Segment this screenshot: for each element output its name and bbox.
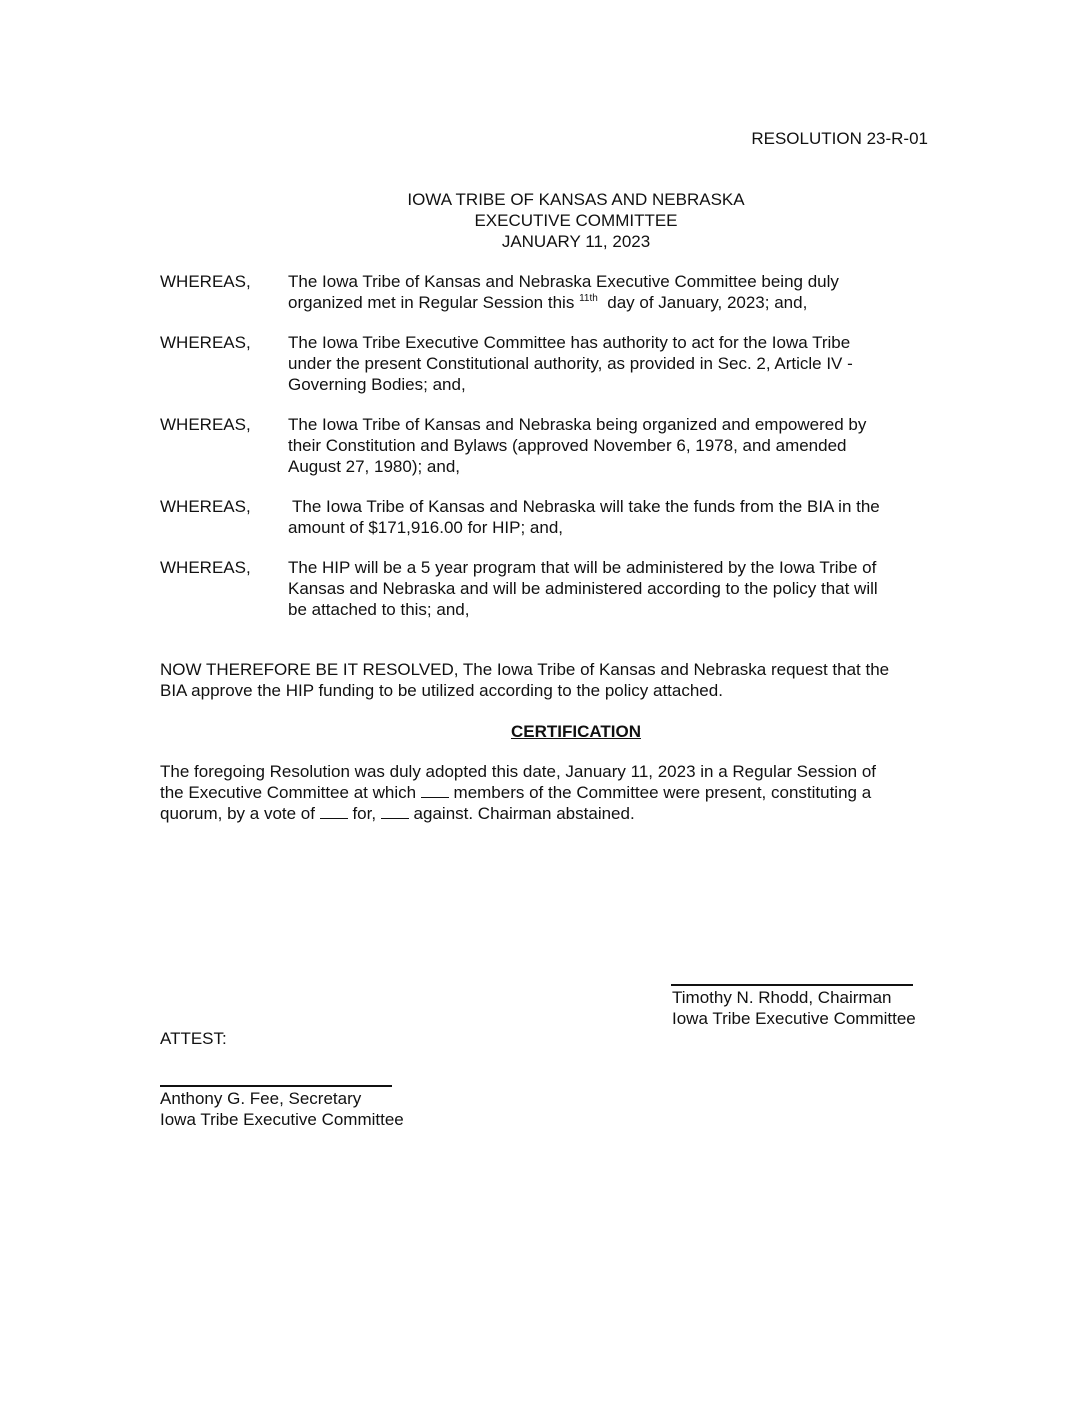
clause-line: Governing Bodies; and, — [288, 375, 466, 394]
cert-text: the Executive Committee at which — [160, 783, 417, 802]
certification-paragraph — [160, 761, 950, 824]
cert-line: The foregoing Resolution was duly adopted this date, January 11, 2023 in a Regular Session of — [160, 762, 877, 781]
cert-text: for, — [352, 804, 377, 823]
clause-line: be attached to this; and, — [288, 600, 470, 619]
header-date: JANUARY 11, 2023 — [501, 232, 651, 251]
whereas-label: WHEREAS, — [160, 497, 251, 516]
cert-text: against. Chairman abstained. — [413, 804, 635, 823]
clause-line: The Iowa Tribe of Kansas and Nebraska being organized and empowered by — [288, 415, 867, 434]
header-committee: EXECUTIVE COMMITTEE — [474, 211, 678, 230]
whereas-label: WHEREAS, — [160, 415, 251, 434]
chairman-name: Timothy N. Rhodd, Chairman — [672, 988, 892, 1007]
clause-text: organized met in Regular Session this — [288, 293, 575, 312]
clause-line: amount of $171,916.00 for HIP; and, — [288, 518, 564, 537]
clause-line: under the present Constitutional authority, as provided in Sec. 2, Article IV - — [288, 354, 853, 373]
cert-text: members of the Committee were present, constituting a — [453, 783, 872, 802]
clause-text: day of January, 2023; and, — [607, 293, 808, 312]
secretary-name: Anthony G. Fee, Secretary — [160, 1089, 362, 1108]
cert-line — [160, 803, 950, 824]
clause-line: The Iowa Tribe of Kansas and Nebraska Executive Committee being duly — [288, 272, 839, 291]
clause-line: their Constitution and Bylaws (approved November 6, 1978, and amended — [288, 436, 847, 455]
secretary-org: Iowa Tribe Executive Committee — [160, 1110, 404, 1129]
whereas-clause-1 — [288, 271, 928, 313]
whereas-clause-3 — [288, 414, 928, 477]
clause-line: The Iowa Tribe Executive Committee has authority to act for the Iowa Tribe — [288, 333, 851, 352]
whereas-label: WHEREAS, — [160, 558, 251, 577]
attest-label: ATTEST: — [160, 1029, 227, 1048]
clause-line — [288, 292, 928, 313]
whereas-label: WHEREAS, — [160, 272, 251, 291]
resolved-line: NOW THEREFORE BE IT RESOLVED, The Iowa Tribe of Kansas and Nebraska request that the — [160, 660, 890, 679]
clause-line: The Iowa Tribe of Kansas and Nebraska will take the funds from the BIA in the — [292, 497, 880, 516]
clause-line: Kansas and Nebraska and will be administered according to the policy that will — [288, 579, 878, 598]
resolved-paragraph — [160, 659, 940, 701]
whereas-clause-4 — [288, 496, 928, 538]
resolved-line: BIA approve the HIP funding to be utilized according to the policy attached. — [160, 681, 723, 700]
ordinal-superscript: 11th — [579, 293, 598, 304]
chairman-signature-line — [671, 984, 913, 986]
cert-line — [160, 782, 950, 803]
header-tribe-name: IOWA TRIBE OF KANSAS AND NEBRASKA — [407, 190, 745, 209]
whereas-clause-2 — [288, 332, 928, 395]
for-votes-blank — [320, 806, 348, 819]
cert-text: quorum, by a vote of — [160, 804, 315, 823]
members-blank — [421, 785, 449, 798]
whereas-clause-5 — [288, 557, 928, 620]
whereas-label: WHEREAS, — [160, 333, 251, 352]
clause-line: The HIP will be a 5 year program that will be administered by the Iowa Tribe of — [288, 558, 877, 577]
clause-line: August 27, 1980); and, — [288, 457, 461, 476]
against-votes-blank — [381, 806, 409, 819]
secretary-signature-line — [160, 1085, 392, 1087]
resolution-number: RESOLUTION 23-R-01 — [751, 129, 928, 148]
chairman-org: Iowa Tribe Executive Committee — [672, 1009, 916, 1028]
certification-title: CERTIFICATION — [510, 722, 641, 741]
